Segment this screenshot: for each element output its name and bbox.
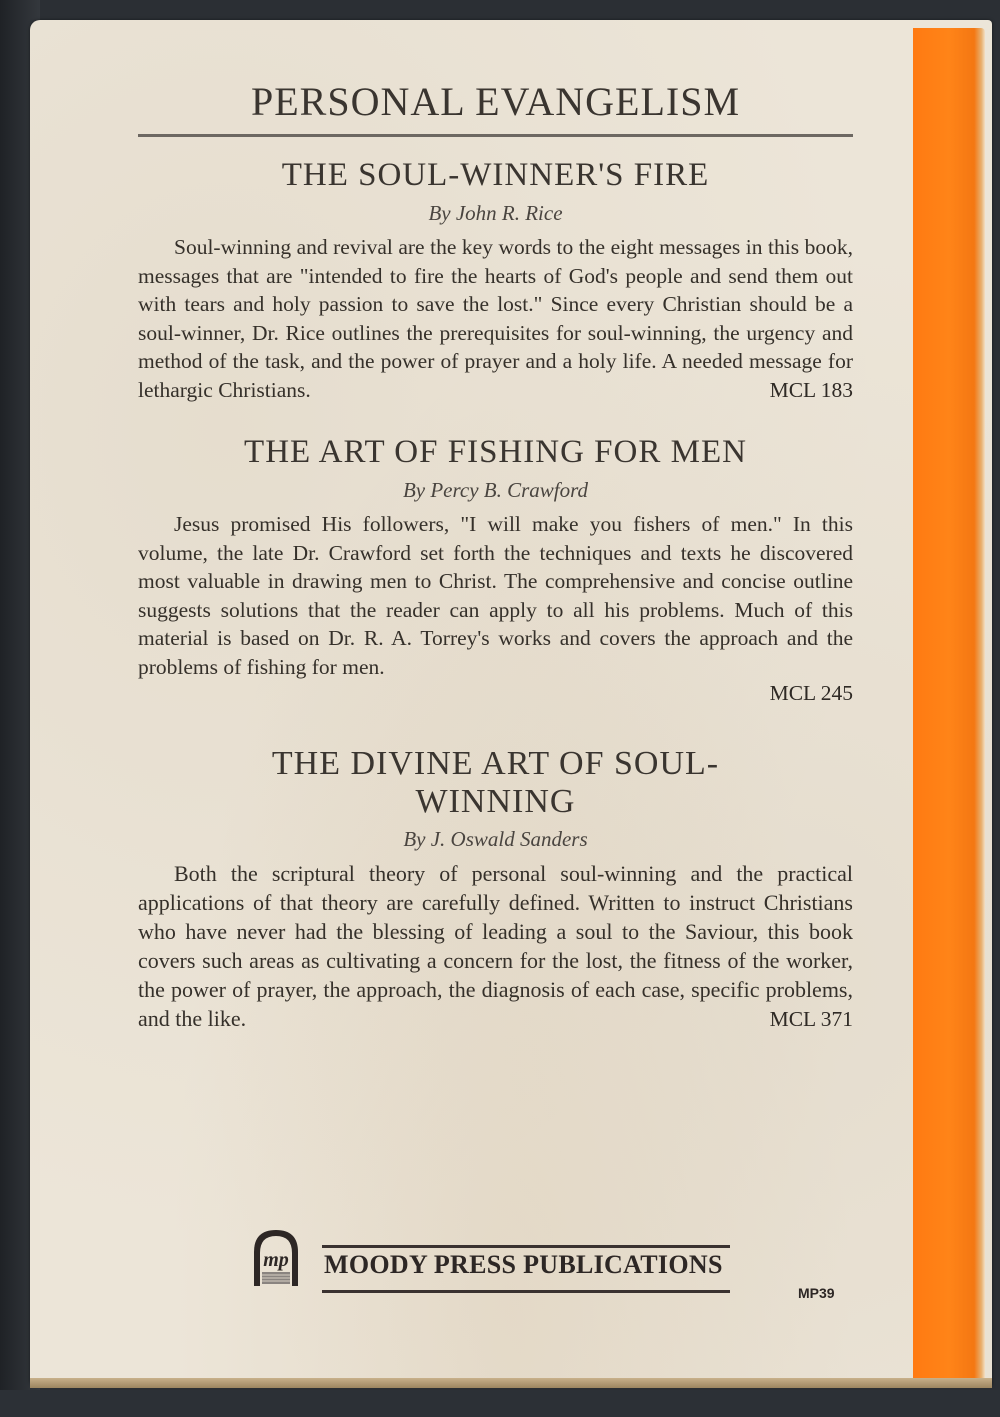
svg-text:mp: mp	[263, 1249, 289, 1271]
background-surface-bottom	[0, 1390, 1000, 1417]
book-entry-soul-winners-fire	[138, 155, 853, 402]
book-title: THE DIVINE ART OF SOUL-WINNING	[271, 745, 720, 820]
series-title: PERSONAL EVANGELISM	[250, 79, 741, 124]
catalog-number: MCL 371	[769, 1007, 853, 1031]
book-entry-art-of-fishing	[138, 432, 853, 705]
orange-spine-band	[913, 28, 985, 1384]
book-author: By John R. Rice	[428, 201, 563, 225]
book-description: Both the scriptural theory of personal soul-winning and the practical applications of that theory are carefully defined. Written to instruct Christians who have never had the blessing of leading a soul to the Saviour, this book covers such areas as cultivating a concern for the lost, the fitness of the worker, the power of prayer, the approach, the diagnosis of each case, specific problems, and the like.	[138, 861, 853, 1031]
book-title: THE SOUL-WINNER'S FIRE	[281, 157, 710, 193]
catalog-number: MCL 245	[769, 681, 853, 705]
book-entry-divine-art	[138, 745, 853, 1031]
page-edge	[30, 1378, 992, 1388]
publisher-rule-bottom	[322, 1290, 730, 1293]
product-code: MP39	[798, 1285, 835, 1301]
book-description: Soul-winning and revival are the key words to the eight messages in this book, messages that are "intended to fire the hearts of God's people and send them out with tears and holy passion to save the lost." Since every Christian should be a soul-winner, Dr. Rice outlines the prerequisites for soul-winning, the urgency and method of the task, and the power of prayer and a holy life. A needed message for lethargic Christians.	[138, 235, 853, 402]
book-description: Jesus promised His followers, "I will make you fishers of men." In this volume, the late Dr. Crawford set forth the techniques and texts he discovered most valuable in drawing men to Christ. The comprehensive and concise outline suggests solutions that the reader can apply to all his problems. Much of this material is based on Dr. R. A. Torrey's works and covers the approach and the problems of fishing for men.	[138, 512, 853, 679]
catalog-number: MCL 183	[769, 378, 853, 402]
cover-content	[138, 60, 853, 1031]
publisher-rule-top	[322, 1245, 730, 1248]
book-title: THE ART OF FISHING FOR MEN	[244, 434, 747, 470]
publisher-block	[252, 1228, 732, 1288]
moody-press-logo-icon	[252, 1228, 300, 1288]
book-author: By J. Oswald Sanders	[403, 827, 588, 851]
publisher-name: MOODY PRESS PUBLICATIONS	[324, 1250, 723, 1279]
title-divider	[138, 134, 853, 137]
book-author: By Percy B. Crawford	[402, 478, 589, 502]
